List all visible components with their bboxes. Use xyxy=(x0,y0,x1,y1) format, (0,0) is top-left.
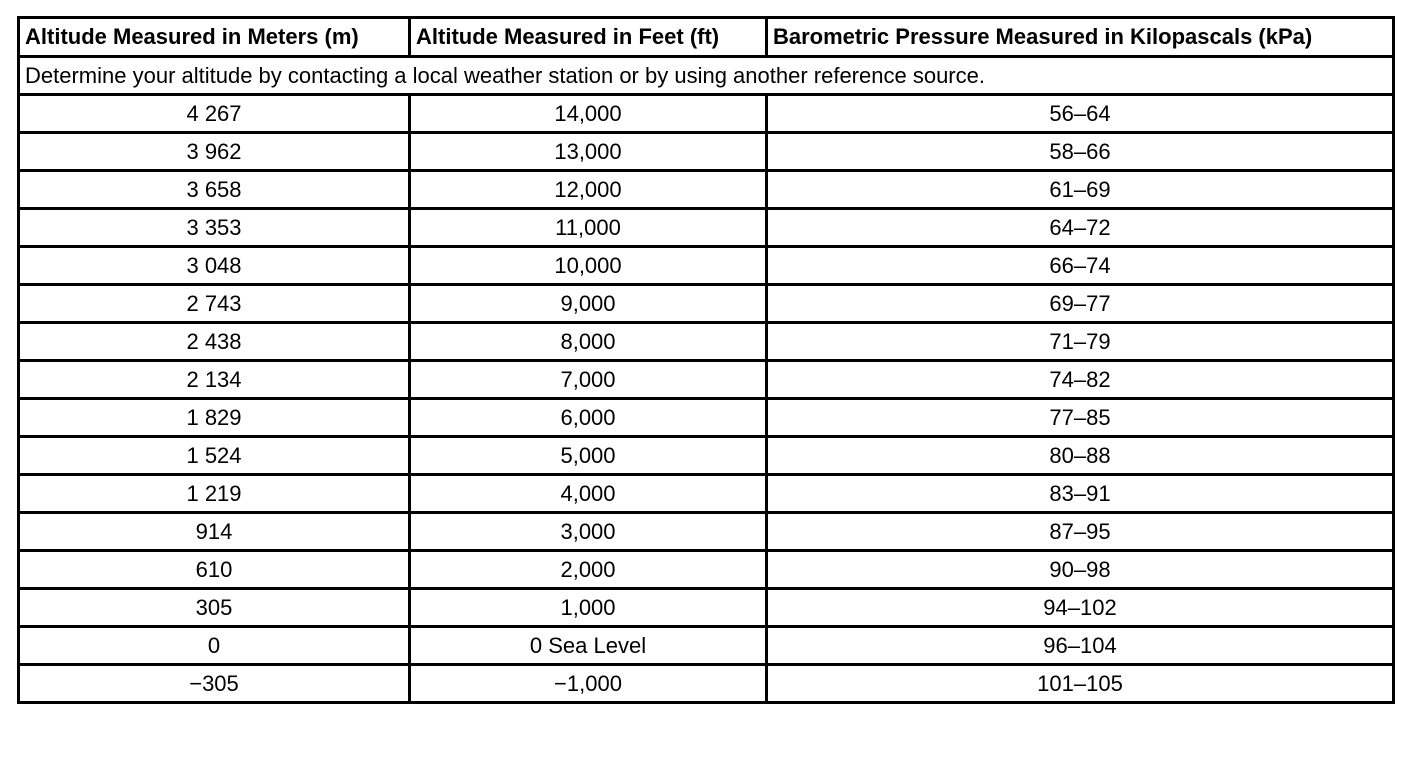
cell-meters: 1 219 xyxy=(19,475,410,513)
cell-feet: −1,000 xyxy=(410,665,767,703)
cell-meters: 2 134 xyxy=(19,361,410,399)
table-row xyxy=(19,209,1394,247)
cell-meters: 2 743 xyxy=(19,285,410,323)
table-row xyxy=(19,513,1394,551)
cell-meters: 914 xyxy=(19,513,410,551)
cell-pressure: 58–66 xyxy=(767,133,1394,171)
cell-feet: 10,000 xyxy=(410,247,767,285)
cell-meters: 610 xyxy=(19,551,410,589)
table-row xyxy=(19,247,1394,285)
cell-feet: 12,000 xyxy=(410,171,767,209)
cell-pressure: 101–105 xyxy=(767,665,1394,703)
table-row xyxy=(19,171,1394,209)
table-row xyxy=(19,323,1394,361)
cell-feet: 4,000 xyxy=(410,475,767,513)
cell-meters: 4 267 xyxy=(19,95,410,133)
header-feet: Altitude Measured in Feet (ft) xyxy=(410,18,767,57)
cell-pressure: 64–72 xyxy=(767,209,1394,247)
table-row xyxy=(19,361,1394,399)
cell-pressure: 90–98 xyxy=(767,551,1394,589)
table-row xyxy=(19,665,1394,703)
table-row xyxy=(19,437,1394,475)
cell-pressure: 66–74 xyxy=(767,247,1394,285)
table-row xyxy=(19,399,1394,437)
table-row xyxy=(19,589,1394,627)
header-row xyxy=(19,18,1394,57)
cell-feet: 2,000 xyxy=(410,551,767,589)
cell-meters: 0 xyxy=(19,627,410,665)
cell-feet: 3,000 xyxy=(410,513,767,551)
cell-feet: 14,000 xyxy=(410,95,767,133)
cell-pressure: 56–64 xyxy=(767,95,1394,133)
cell-pressure: 61–69 xyxy=(767,171,1394,209)
cell-pressure: 80–88 xyxy=(767,437,1394,475)
altitude-pressure-table xyxy=(17,16,1395,704)
cell-meters: 3 353 xyxy=(19,209,410,247)
cell-pressure: 77–85 xyxy=(767,399,1394,437)
cell-pressure: 74–82 xyxy=(767,361,1394,399)
cell-meters: 3 962 xyxy=(19,133,410,171)
cell-feet: 6,000 xyxy=(410,399,767,437)
table-row xyxy=(19,627,1394,665)
cell-feet: 9,000 xyxy=(410,285,767,323)
cell-meters: −305 xyxy=(19,665,410,703)
table-row xyxy=(19,133,1394,171)
cell-feet: 1,000 xyxy=(410,589,767,627)
cell-meters: 3 658 xyxy=(19,171,410,209)
cell-feet: 11,000 xyxy=(410,209,767,247)
cell-feet: 0 Sea Level xyxy=(410,627,767,665)
table-row xyxy=(19,475,1394,513)
cell-pressure: 69–77 xyxy=(767,285,1394,323)
cell-meters: 3 048 xyxy=(19,247,410,285)
cell-meters: 1 829 xyxy=(19,399,410,437)
table-row xyxy=(19,551,1394,589)
cell-feet: 8,000 xyxy=(410,323,767,361)
cell-feet: 5,000 xyxy=(410,437,767,475)
note-text: Determine your altitude by contacting a local weather station or by using another reference source. xyxy=(19,57,1394,95)
cell-pressure: 71–79 xyxy=(767,323,1394,361)
cell-feet: 7,000 xyxy=(410,361,767,399)
cell-meters: 1 524 xyxy=(19,437,410,475)
header-meters: Altitude Measured in Meters (m) xyxy=(19,18,410,57)
header-pressure: Barometric Pressure Measured in Kilopascals (kPa) xyxy=(767,18,1394,57)
table-row xyxy=(19,285,1394,323)
note-row xyxy=(19,57,1394,95)
cell-pressure: 96–104 xyxy=(767,627,1394,665)
cell-feet: 13,000 xyxy=(410,133,767,171)
cell-meters: 305 xyxy=(19,589,410,627)
table-row xyxy=(19,95,1394,133)
cell-pressure: 83–91 xyxy=(767,475,1394,513)
cell-pressure: 87–95 xyxy=(767,513,1394,551)
cell-pressure: 94–102 xyxy=(767,589,1394,627)
cell-meters: 2 438 xyxy=(19,323,410,361)
